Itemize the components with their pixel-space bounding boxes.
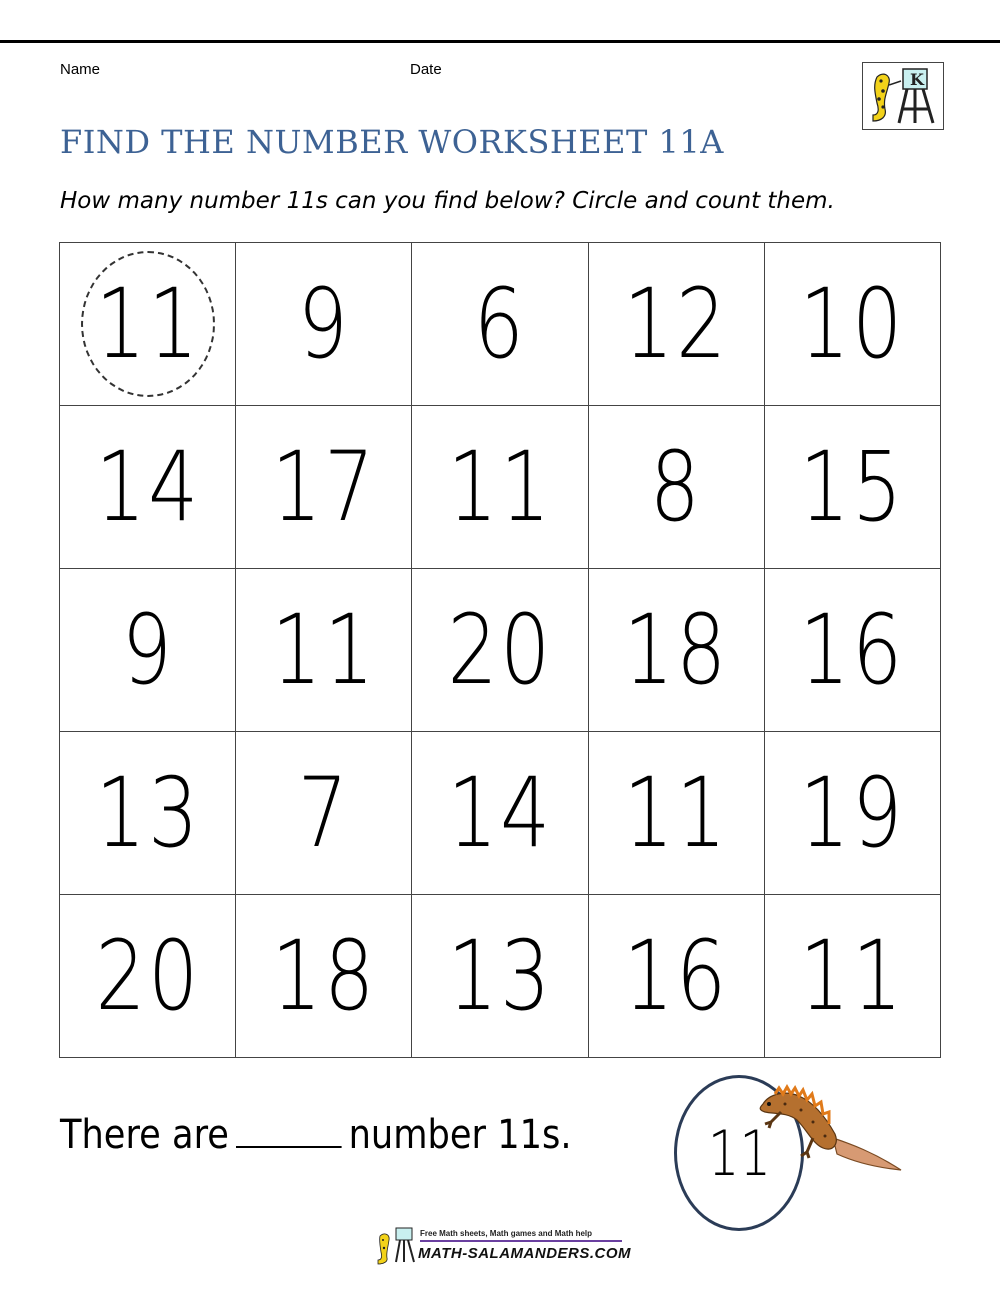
grid-cell[interactable]	[60, 243, 236, 406]
answer-suffix: number 11s.	[348, 1112, 572, 1158]
cell-number: 17	[271, 431, 377, 543]
grid-cell[interactable]	[589, 569, 765, 732]
cell-number: 7	[297, 757, 351, 869]
cell-number: 18	[623, 594, 729, 706]
cell-number: 9	[121, 594, 174, 706]
cell-number: 11	[95, 268, 201, 380]
grid-cell[interactable]	[765, 243, 941, 406]
cell-number: 8	[649, 431, 703, 543]
footer-divider	[420, 1240, 622, 1242]
grid-cell[interactable]	[60, 732, 236, 895]
cell-number: 12	[623, 268, 729, 380]
cell-number: 6	[473, 268, 527, 380]
grid-cell[interactable]	[60, 895, 236, 1058]
grid-cell[interactable]	[765, 895, 941, 1058]
grid-cell[interactable]	[236, 243, 412, 406]
cell-number: 14	[95, 431, 201, 543]
answer-blank[interactable]	[236, 1116, 342, 1148]
grid-cell[interactable]	[412, 732, 588, 895]
grid-cell[interactable]	[236, 406, 412, 569]
instructions-text: How many number 11s can you find below? Circle and count them.	[60, 188, 835, 214]
badge-number: 11	[707, 1116, 771, 1190]
kindergarten-logo	[862, 62, 944, 130]
grid-cell[interactable]	[236, 732, 412, 895]
cell-number: 13	[95, 757, 201, 869]
salamander-easel-icon	[863, 63, 943, 129]
cell-number: 9	[297, 268, 351, 380]
salamander-icon	[755, 1082, 905, 1172]
cell-number: 18	[271, 920, 377, 1032]
cell-number: 16	[799, 594, 905, 706]
grid-cell[interactable]	[589, 243, 765, 406]
grid-cell[interactable]	[60, 569, 236, 732]
grid-cell[interactable]	[236, 895, 412, 1058]
name-label: Name	[60, 61, 101, 78]
grid-cell[interactable]	[236, 569, 412, 732]
grid-cell[interactable]	[765, 406, 941, 569]
cell-number: 16	[623, 920, 729, 1032]
footer-logo-icon	[374, 1226, 420, 1266]
grid-cell[interactable]	[589, 895, 765, 1058]
cell-number: 13	[447, 920, 553, 1032]
cell-number: 11	[623, 757, 729, 869]
grid-cell[interactable]	[412, 243, 588, 406]
grid-cell[interactable]	[412, 406, 588, 569]
cell-number: 11	[447, 431, 553, 543]
number-grid	[59, 242, 941, 1058]
grid-cell[interactable]	[589, 406, 765, 569]
cell-number: 14	[447, 757, 553, 869]
cell-number: 20	[447, 594, 553, 706]
cell-number: 15	[799, 431, 905, 543]
cell-number: 11	[271, 594, 377, 706]
worksheet-title: FIND THE NUMBER WORKSHEET 11A	[60, 123, 724, 161]
grid-cell[interactable]	[765, 732, 941, 895]
answer-prefix: There are	[60, 1112, 229, 1158]
grid-cell[interactable]	[765, 569, 941, 732]
cell-number: 20	[95, 920, 201, 1032]
answer-sentence	[60, 1112, 572, 1158]
grid-cell[interactable]	[589, 732, 765, 895]
top-rule	[0, 40, 1000, 43]
cell-number: 11	[799, 920, 905, 1032]
footer-tagline: Free Math sheets, Math games and Math help	[420, 1229, 593, 1238]
footer-site-link[interactable]: MATH-SALAMANDERS.COM	[418, 1245, 632, 1262]
grid-cell[interactable]	[60, 406, 236, 569]
grid-cell[interactable]	[412, 895, 588, 1058]
logo-letter: K	[910, 70, 924, 89]
cell-number: 10	[799, 268, 905, 380]
date-label: Date	[410, 61, 442, 78]
cell-number: 19	[799, 757, 905, 869]
grid-cell[interactable]	[412, 569, 588, 732]
